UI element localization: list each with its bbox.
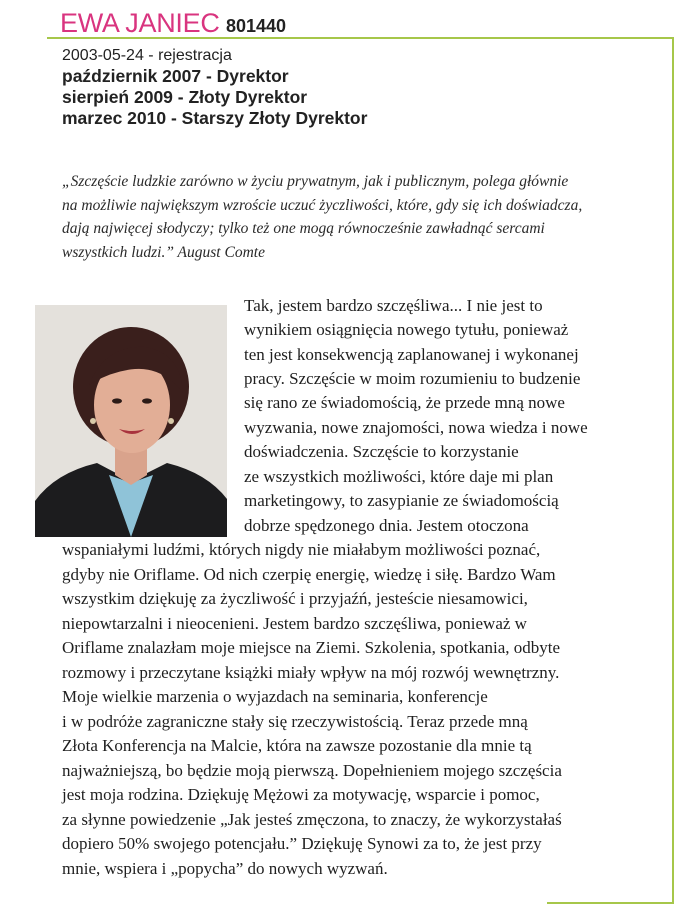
- career-history: [62, 46, 367, 129]
- quote-line: na możliwie największym wzroście uczuć życzliwości, które, gdy się ich doświadcza,: [62, 196, 583, 214]
- body-line: Złota Konferencja na Malcie, która na zawsze pozostanie dla mnie tą: [62, 736, 532, 755]
- body-line: mnie, wspiera i „popycha” do nowych wyzwań.: [62, 859, 388, 878]
- body-line: dobrze spędzonego dnia. Jestem otoczona: [244, 516, 529, 535]
- quote-line: „Szczęście ludzkie zarówno w życiu prywatnym, jak i publicznym, polega głównie: [62, 173, 569, 190]
- quote-line: wszystkich ludzi.” August Comte: [62, 243, 265, 261]
- frame-bottom-line: [547, 902, 674, 904]
- body-line: gdyby nie Oriflame. Od nich czerpię energię, wiedzę i siłę. Bardzo Wam: [62, 565, 556, 584]
- body-line: marketingowy, to zasypianie ze świadomością: [244, 491, 559, 510]
- body-line: wynikiem osiągnięcia nowego tytułu, ponieważ: [244, 320, 569, 339]
- career-title: październik 2007 - Dyrektor: [62, 66, 289, 86]
- portrait-photo: [35, 305, 227, 537]
- profile-header: [60, 8, 286, 39]
- body-line: pracy. Szczęście w moim rozumieniu to budzenie: [244, 369, 581, 388]
- body-line: jest moja rodzina. Dziękuję Mężowi za motywację, wsparcie i pomoc,: [62, 785, 540, 804]
- registration-date: 2003-05-24 - rejestracja: [62, 47, 232, 64]
- quote-line: dają najwięcej słodyczy; tylko też one mogą równocześnie zawładnąć sercami: [62, 220, 545, 237]
- body-line: doświadczenia. Szczęście to korzystanie: [244, 442, 519, 461]
- body-line: Tak, jestem bardzo szczęśliwa... I nie jest to: [244, 296, 543, 315]
- career-title: marzec 2010 - Starszy Złoty Dyrektor: [62, 108, 368, 128]
- body-line: wspaniałymi ludźmi, których nigdy nie miałabym możliwości poznać,: [62, 540, 541, 559]
- frame-right-line: [672, 37, 674, 903]
- quote-block: [62, 170, 662, 264]
- body-line: wszystkim dziękuję za życzliwość i przyjaźń, jesteście niesamowici,: [62, 589, 528, 608]
- person-name: EWA JANIEC: [60, 8, 220, 38]
- career-title: sierpień 2009 - Złoty Dyrektor: [62, 87, 308, 107]
- body-line: wyzwania, nowe znajomości, nowa wiedza i nowe: [244, 418, 588, 437]
- body-line: dopiero 50% swojego potencjału.” Dziękuję Synowi za to, że jest przy: [62, 834, 542, 853]
- body-line: ze wszystkich możliwości, które daje mi plan: [244, 467, 554, 486]
- body-line: rozmowy i przeczytane książki miały wpływ na mój rozwój wewnętrzny.: [62, 663, 560, 682]
- body-line: się rano ze świadomością, że przede mną nowe: [244, 393, 565, 412]
- body-line: ten jest konsekwencją zaplanowanej i wykonanej: [244, 345, 579, 364]
- consultant-number: 801440: [225, 16, 287, 36]
- body-line: Oriflame znalazłam moje miejsce na Ziemi. Szkolenia, spotkania, odbyte: [62, 638, 561, 657]
- body-line: Moje wielkie marzenia o wyjazdach na seminaria, konferencje: [62, 687, 488, 706]
- portrait-illustration: [35, 305, 227, 537]
- body-line: za słynne powiedzenie „Jak jesteś zmęczona, to znaczy, że wykorzystałaś: [62, 810, 562, 829]
- body-line: i w podróże zagraniczne stały się rzeczywistością. Teraz przede mną: [62, 712, 528, 731]
- body-line: niepowtarzalni i nieocenieni. Jestem bardzo szczęśliwa, ponieważ w: [62, 614, 527, 633]
- body-line: najważniejszą, bo będzie moją pierwszą. Dopełnieniem mojego szczęścia: [62, 761, 562, 780]
